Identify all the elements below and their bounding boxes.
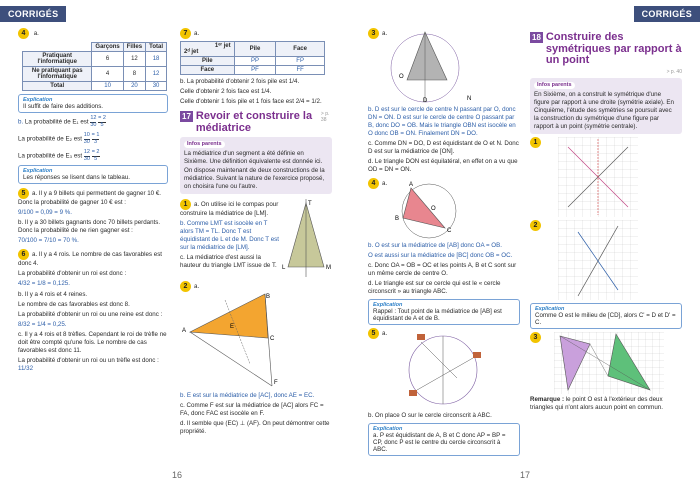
part-label: a.: [382, 329, 388, 337]
part-label: a.: [382, 30, 388, 37]
symmetry-grid-1: [558, 137, 638, 217]
exercise-1: [180, 197, 332, 279]
explanation-title: Explication: [373, 425, 403, 432]
header-second-throw: 2ᵈ jet: [184, 49, 199, 55]
calculation: 70/100 = 7/10 = 70 %.: [18, 237, 79, 245]
point-label: B: [266, 293, 271, 300]
table-cell: FP: [276, 57, 325, 66]
exercise-2: [530, 220, 682, 300]
explanation-title: Explication: [535, 306, 565, 313]
exercise-1: [530, 137, 682, 217]
exercise-number: 1: [180, 199, 191, 210]
exercise-3: [530, 332, 682, 394]
page-reference: > p. 40: [666, 68, 682, 75]
section-title-text: Revoir et construire la médiatrice: [195, 110, 313, 134]
explanation-title: Explication: [23, 97, 53, 103]
coin-table: [180, 41, 325, 75]
fraction: [90, 116, 96, 128]
point-label: T: [308, 200, 312, 207]
table-row: [23, 82, 167, 91]
answer-text: Celle d'obtenir 2 fois face est 1/4.: [180, 88, 272, 96]
point-label: C: [447, 227, 452, 234]
row-header: Face: [181, 66, 235, 75]
explanation-text: Il suffit de faire des additions.: [23, 103, 104, 110]
page-number-left: 16: [172, 470, 183, 480]
point-label: D: [423, 98, 428, 104]
symmetry-grid-2: [558, 220, 638, 300]
table-cell: 30: [146, 82, 167, 91]
table-cell: 6: [92, 52, 123, 67]
exercise-2: [180, 281, 332, 436]
answer-text: d. Le triangle DON est équilatéral, en effet on a vu que OD = DN = ON.: [368, 158, 518, 174]
answer-text: b. D est sur le cercle de centre N passant par O, donc DN = ON. D est sur le cercle de centre O passant par B, donc DO = OB. Mais le triangle OBN est isocèle en O donc OB = ON. Finalement DN = DO.: [368, 106, 516, 138]
table-header: [23, 43, 92, 52]
exercise-number: 4: [368, 178, 379, 189]
point-label: A: [409, 181, 414, 188]
probability-text: La probabilité de E₂ est: [18, 135, 82, 143]
point-label: C: [270, 335, 275, 342]
answer-text: b. O est sur la médiatrice de [AB] donc OA = OB.: [368, 241, 502, 249]
info-text: En Sixième, on a construit le symétrique d'une figure par rapport à une droite (symétrie axiale). En Cinquième, l'étude des symétries se poursuit avec la construction du symétrique d'une figure par rapport à un point (symétrie centrale).: [534, 90, 674, 131]
remark-text: le point O est à l'extérieur des deux triangles qui n'ont alors aucun point en commun.: [530, 396, 663, 412]
numerator: = 2: [98, 115, 106, 121]
symmetry-grid-3: [554, 332, 664, 394]
section-18-title: [530, 32, 682, 67]
answer-text: La probabilité d'obtenir un roi ou une reine est donc :: [18, 310, 163, 318]
part-label: a.: [194, 282, 200, 290]
probability-line: [18, 116, 168, 128]
point-label: M: [326, 264, 331, 271]
probability-line: [18, 150, 168, 162]
table-header: Garçons: [92, 43, 123, 52]
column-2: [180, 28, 332, 438]
section-number: 18: [532, 33, 541, 42]
segment-af: [190, 332, 272, 386]
numerator: 12: [83, 149, 90, 155]
table-cell: PP: [234, 57, 276, 66]
explanation-box: [368, 299, 520, 325]
fraction: [98, 116, 106, 128]
exercise-4: [368, 178, 520, 325]
exercise-3: [368, 28, 520, 175]
row-header: Ne pratiquant pas l'informatique: [23, 67, 92, 82]
answer-text: c. La médiatrice d'est aussi la hauteur du triangle LMT issue de T.: [180, 254, 277, 270]
table-row: [23, 52, 167, 67]
column-4: [530, 28, 682, 414]
denominator: 30: [90, 121, 97, 128]
part-label: a.: [33, 30, 39, 37]
explanation-title: Explication: [23, 168, 53, 174]
exercise-number: 3: [368, 28, 379, 39]
house-icon: [417, 334, 425, 340]
info-tag: Infos parents: [184, 141, 225, 148]
table-cell: 12: [123, 52, 145, 67]
explanation-text: Rappel : Tout point de la médiatrice de [AB] est équidistant de A et de B.: [373, 307, 502, 322]
point-label: O: [431, 205, 436, 212]
exercise-5: [368, 328, 520, 456]
probability-text: La probabilité de E₁ est: [24, 118, 89, 126]
exercise-number: 6: [18, 249, 29, 260]
gray-triangle: [407, 32, 447, 80]
row-header: Pile: [181, 57, 235, 66]
probability-line: [18, 133, 168, 145]
fraction: [92, 133, 100, 145]
segment: [417, 358, 473, 390]
exercise-number: 7: [180, 28, 191, 39]
explanation-text: Comme O est le milieu de [CD], alors C' = D et D' = C.: [535, 312, 676, 327]
part-label: a.: [382, 179, 388, 187]
section-17-title: [180, 111, 332, 134]
explanation-text: Les réponses se lisent dans le tableau.: [23, 174, 130, 181]
house-icon: [473, 352, 481, 358]
denominator: 5: [98, 122, 106, 129]
row-header: Pratiquant l'informatique: [23, 52, 92, 67]
table-cell: FF: [276, 66, 325, 75]
exercise-4: [18, 28, 168, 184]
column-1: [18, 28, 168, 375]
denominator: 30: [83, 138, 90, 145]
calculation: 8/32 = 1/4 = 0,25.: [18, 320, 67, 328]
exercise-number: 4: [18, 28, 29, 39]
grid: [558, 220, 638, 300]
pink-triangle: [403, 188, 445, 228]
answer-text: Le nombre de cas favorables est donc 8.: [18, 300, 130, 308]
explanation-title: Explication: [373, 301, 403, 308]
explanation-box: [18, 165, 168, 184]
section-title-text: Construire des symétriques par rapport à un point: [545, 31, 682, 67]
point-label: B: [395, 215, 400, 222]
point-label: F: [274, 379, 278, 386]
table-cell: 20: [123, 82, 145, 91]
calculation: 11/32: [18, 365, 34, 372]
exercise-5: [18, 188, 168, 245]
results-table: [22, 42, 167, 91]
explanation-box: [18, 94, 168, 113]
header-first-throw: 1ᵉʳ jet: [214, 43, 231, 49]
exercise-6: [18, 249, 168, 373]
numerator: = 2: [91, 149, 100, 155]
explanation-text: a. P est équidistant de A, B et C donc AP = BP = CP, donc P est le centre du cercle circonscrit à ABC.: [373, 431, 506, 453]
answer-text: c. Comme DN = DO, D est équidistant de O et N. Donc D est sur la médiatrice de [ON].: [368, 140, 519, 156]
house-icon: [409, 390, 417, 396]
table-cell: 10: [92, 82, 123, 91]
answer-text: d. Il semble que (EC) ⊥ (AF). On peut démontrer cette propriété.: [180, 419, 330, 435]
answer-text: c. Il y a 4 rois et 8 trèfles. Cependant le roi de trèfle ne doit être compté qu'une fois. Le nombre de cas favorables est donc 11.: [18, 330, 167, 354]
table-cell: PF: [234, 66, 276, 75]
exercise-number: 1: [530, 137, 541, 148]
remark-label: Remarque :: [530, 396, 565, 404]
part-label: b.: [18, 118, 24, 126]
corriges-tag-right: CORRIGÉS: [634, 6, 700, 22]
point-label: N: [467, 96, 472, 102]
circle-construction-figure: [387, 28, 497, 104]
exercise-number: 5: [368, 328, 379, 339]
answer-text: c. Comme F est sur la médiatrice de [AC] alors FC = FA, donc FAC est isocèle en F.: [180, 401, 324, 417]
exercise-number: 5: [18, 188, 29, 199]
exercise-number: 2: [530, 220, 541, 231]
point-label: E: [230, 323, 235, 330]
row-header: Total: [23, 82, 92, 91]
answer-text: a. Il y a 4 rois. Le nombre de cas favorables est donc 4.: [18, 251, 163, 268]
circumscribed-circle-figure: [387, 178, 497, 240]
probability-text: La probabilité de E₃ est: [18, 152, 83, 160]
answer-text: b. La probabilité d'obtenir 2 fois pile est 1/4.: [180, 78, 300, 85]
answer-text: d. Le triangle est sur ce cercle qui est le « cercle circonscrit » au triangle ABC.: [368, 279, 501, 295]
page-reference: > p. 38: [320, 111, 330, 124]
exercise-number: 2: [180, 281, 191, 292]
fraction: [92, 150, 100, 162]
answer-text: c. Donc OA = OB = OC et les points A, B et C sont sur un même cercle de centre O.: [368, 261, 517, 277]
column-3: [368, 28, 520, 459]
table-row: [181, 66, 325, 75]
table-row: [23, 67, 167, 82]
orange-triangle: [190, 293, 271, 338]
parents-info-box: [530, 78, 682, 134]
info-text: La médiatrice d'un segment a été définie en Sixième. Une définition équivalente est donnée ici. On dispose maintenant de deux constructions de la médiatrice. Suivant la nature de l'exercice proposé, on choisira l'une ou l'autre.: [184, 150, 325, 190]
calculation: 9/100 = 0,09 = 9 %.: [18, 209, 73, 217]
calculation: 4/32 = 1/8 = 0,125.: [18, 280, 70, 288]
numerator: 10: [83, 132, 90, 138]
fraction: [84, 150, 90, 162]
fraction: [84, 133, 90, 145]
answer-text: Celle d'obtenir 1 fois pile et 1 fois face est 2/4 = 1/2.: [180, 98, 322, 106]
numerator: = 1: [91, 132, 100, 138]
table-header: Total: [146, 43, 167, 52]
answer-text: La probabilité d'obtenir un roi est donc :: [18, 270, 127, 278]
segment: [421, 342, 457, 378]
answer-text: b. On place O sur le cercle circonscrit à ABC.: [368, 411, 492, 419]
table-header: Filles: [123, 43, 145, 52]
point-label: A: [182, 327, 187, 334]
section-number: 17: [182, 112, 191, 122]
numerator: 12: [90, 115, 97, 121]
table-cell: 18: [146, 52, 167, 67]
isoceles-triangle-figure: [280, 197, 332, 279]
exercise-number: 3: [530, 332, 541, 343]
point-label: L: [282, 264, 286, 271]
answer-text: b. Il y a 30 billets gagnants donc 70 billets perdants. Donc la probabilité de ne rien gagner est :: [18, 219, 161, 235]
explanation-box: [368, 423, 520, 456]
mediatrice-construction-figure: [180, 292, 330, 388]
info-tag: Infos parents: [534, 82, 575, 89]
corriges-tag-left: CORRIGÉS: [0, 6, 66, 22]
part-label: a.: [194, 30, 200, 37]
answer-text: b. E est sur la médiatrice de [AC], donc AE = EC.: [180, 391, 315, 399]
table-header: Face: [276, 42, 325, 57]
answer-text: b. Il y a 4 rois et 4 reines.: [18, 290, 88, 298]
answer-text: a. Il y a 9 billets qui permettent de gagner 10 €. Donc la probabilité de gagner 10 € est :: [18, 190, 161, 206]
answer-text: La probabilité d'obtenir un roi ou un trèfle est donc :: [18, 356, 159, 364]
answer-text: a. On utilise ici le compas pour construire la médiatrice de [LM].: [180, 200, 279, 217]
houses-circle-figure: [387, 328, 507, 410]
denominator: 3: [92, 139, 100, 146]
remark: [530, 396, 682, 412]
denominator: 5: [92, 156, 100, 163]
exercise-7: [180, 28, 332, 106]
explanation-box: [530, 303, 682, 329]
parents-info-box: [180, 137, 332, 193]
table-cell: 12: [146, 67, 167, 82]
answer-text: O est aussi sur la médiatrice de [BC] donc OB = OC.: [368, 251, 513, 259]
page-number-right: 17: [520, 470, 531, 480]
point-label: O: [399, 74, 404, 80]
table-header: Pile: [234, 42, 276, 57]
table-row: [181, 57, 325, 66]
answer-text: b. Comme LMT est isocèle en T alors TM = TL. Donc T est équidistant de L et de M. Donc T est sur la médiatrice de [LM].: [180, 219, 279, 251]
table-cell: 8: [123, 67, 145, 82]
denominator: 30: [83, 155, 90, 162]
table-corner: [181, 42, 235, 57]
table-cell: 4: [92, 67, 123, 82]
